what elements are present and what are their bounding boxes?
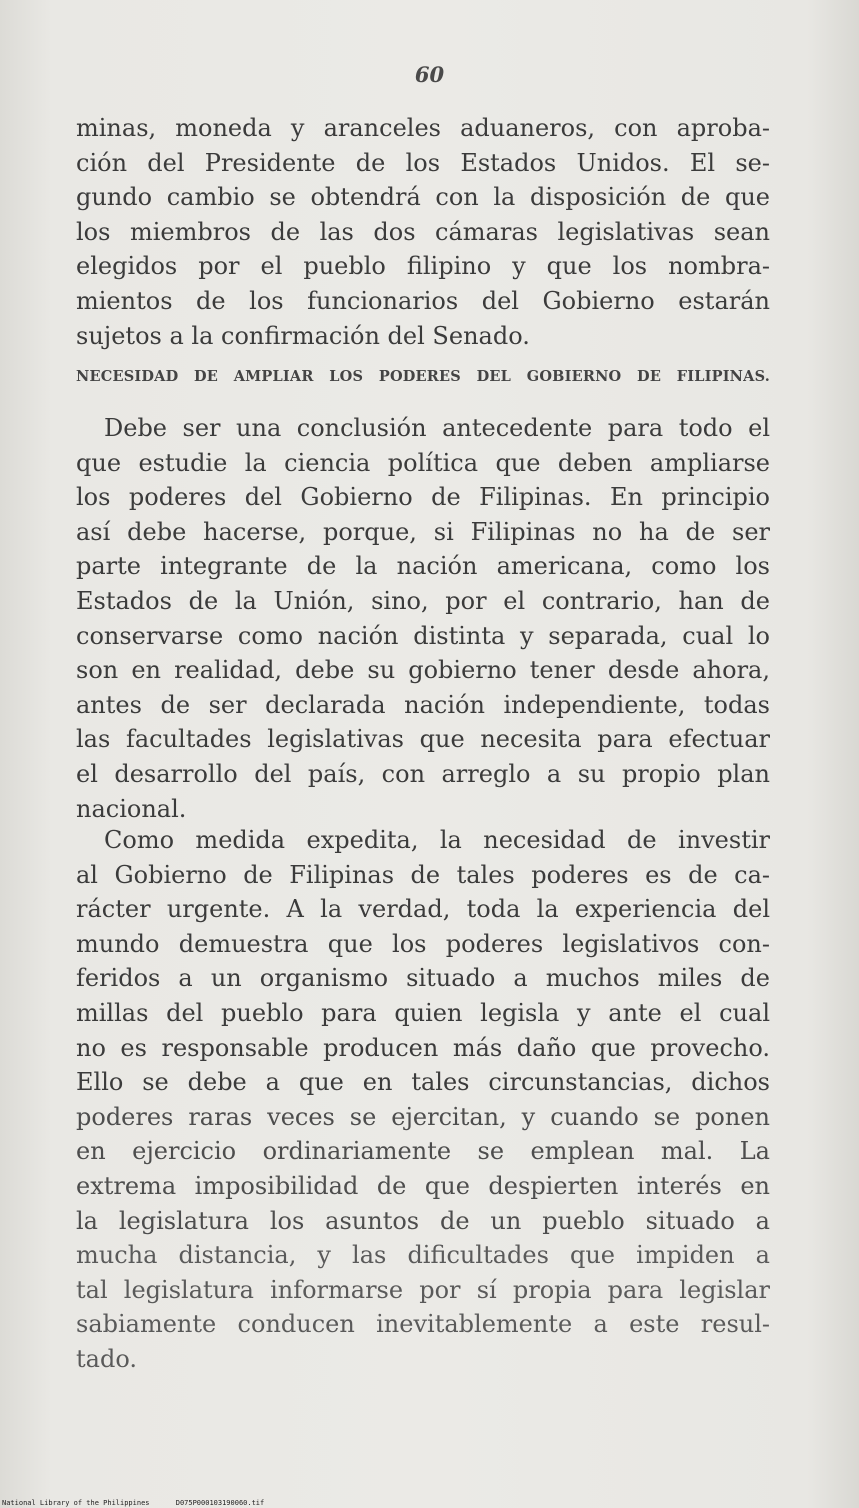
text-line: en ejercicio ordinariamente se emplean mal. La	[76, 1137, 770, 1166]
text-line: rácter urgente. A la verdad, toda la experiencia del	[76, 895, 770, 924]
paragraph-3	[76, 823, 770, 1377]
text-line: gundo cambio se obtendrá con la disposición de que	[76, 183, 770, 212]
text-line: los poderes del Gobierno de Filipinas. En principio	[76, 483, 770, 512]
file-name: D075P000103190060.tif	[175, 1499, 265, 1507]
text-line: que estudie la ciencia política que deben ampliarse	[76, 448, 770, 477]
text-line: poderes raras veces se ejercitan, y cuando se ponen	[76, 1102, 770, 1131]
text-line: Estados de la Unión, sino, por el contrario, han de	[76, 586, 770, 615]
page-number: 60	[414, 62, 445, 87]
text-line: sujetos a la confirmación del Senado.	[76, 321, 530, 350]
text-line: no es responsable producen más daño que provecho.	[76, 1033, 770, 1062]
scan-footer	[2, 1499, 286, 1507]
text-line: mientos de los funcionarios del Gobierno estarán	[76, 286, 770, 315]
paragraph-2	[76, 411, 770, 826]
text-line: Como medida expedita, la necesidad de investir	[104, 826, 770, 854]
text-line: mundo demuestra que los poderes legislativos con-	[76, 929, 770, 958]
text-line: millas del pueblo para quien legisla y ante el cual	[76, 998, 770, 1027]
section-heading: NECESIDAD DE AMPLIAR LOS PODERES DEL GOBIERNO DE FILIPINAS.	[76, 368, 770, 385]
text-line: feridos a un organismo situado a muchos miles de	[76, 964, 770, 993]
text-line: tado.	[76, 1344, 137, 1373]
text-line: la legislatura los asuntos de un pueblo situado a	[76, 1206, 770, 1235]
text-line: mucha distancia, y las dificultades que impiden a	[76, 1241, 770, 1270]
text-line: al Gobierno de Filipinas de tales poderes es de ca-	[76, 860, 770, 889]
text-line: el desarrollo del país, con arreglo a su propio plan	[76, 759, 770, 788]
text-line: parte integrante de la nación americana, como los	[76, 552, 770, 581]
text-line: Ello se debe a que en tales circunstancias, dichos	[76, 1068, 770, 1097]
library-name: National Library of the Philippines	[2, 1499, 150, 1507]
text-line: minas, moneda y aranceles aduaneros, con aproba-	[76, 114, 770, 142]
text-line: extrema imposibilidad de que despierten interés en	[76, 1171, 770, 1200]
text-line: así debe hacerse, porque, si Filipinas no ha de ser	[76, 517, 770, 546]
text-line: ción del Presidente de los Estados Unidos. El se-	[76, 148, 770, 177]
text-line: los miembros de las dos cámaras legislativas sean	[76, 217, 770, 246]
text-line: nacional.	[76, 794, 187, 823]
text-line: Debe ser una conclusión antecedente para todo el	[104, 414, 770, 442]
text-line: conservarse como nación distinta y separada, cual lo	[76, 621, 770, 650]
text-line: las facultades legislativas que necesita para efectuar	[76, 725, 770, 754]
text-line: antes de ser declarada nación independiente, todas	[76, 690, 770, 719]
text-line: sabiamente conducen inevitablemente a este resul-	[76, 1310, 770, 1339]
text-line: elegidos por el pueblo filipino y que los nombra-	[76, 252, 770, 281]
paragraph-1	[76, 111, 770, 353]
text-line: tal legislatura informarse por sí propia para legislar	[76, 1275, 770, 1304]
text-line: son en realidad, debe su gobierno tener desde ahora,	[76, 656, 770, 685]
